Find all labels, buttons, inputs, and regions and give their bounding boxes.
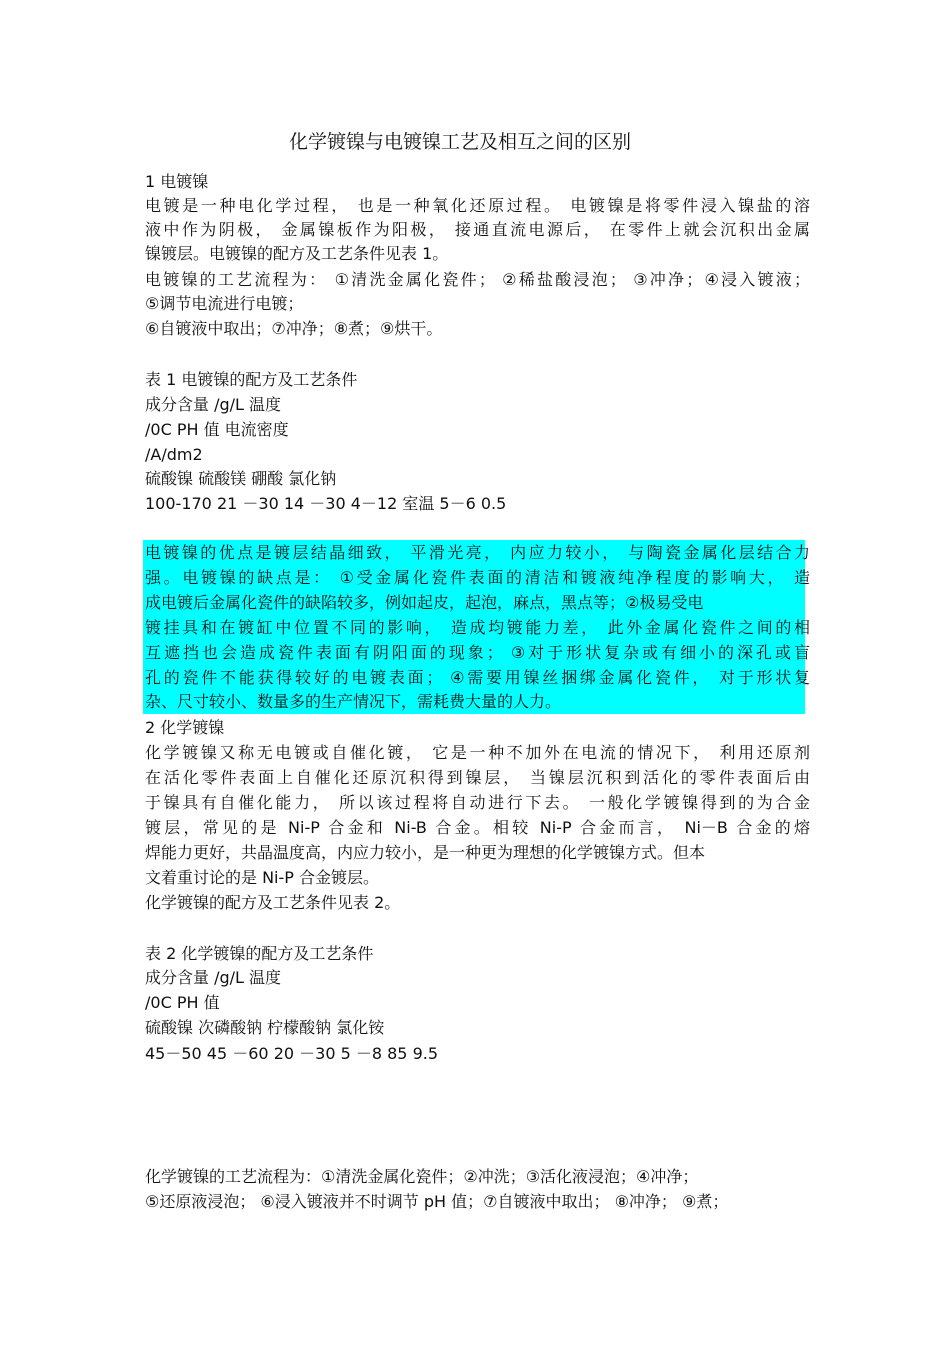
table-1-caption: 表 1 电镀镍的配方及工艺条件 [145,370,358,389]
table-2-header: 成分含量 /g/L 温度 [145,968,282,987]
table-2-components: 硫酸镍 次磷酸钠 柠檬酸钠 氯化铵 [145,1018,385,1037]
table-1-header: 成分含量 /g/L 温度 [145,395,282,414]
process-flow-line: ⑥自镀液中取出；⑦冲净；⑧煮；⑨烘干。 [145,319,443,338]
process-flow-line: ⑤调节电流进行电镀； [145,294,304,313]
highlighted-line: 杂、尺寸较小、数量多的生产情况下，需耗费大量的人力。 [145,692,562,711]
section-heading-electroless: 2 化学镀镍 [145,718,225,737]
table-1-values: 100-170 21 －30 14 －30 4－12 室温 5－6 0.5 [145,494,507,513]
highlighted-line: 强。电镀镍的缺点是： ①受金属化瓷件表面的清洁和镀液纯净程度的影响大， 造 [145,568,810,587]
paragraph-line: 镍镀层。电镀镍的配方及工艺条件见表 1。 [145,244,449,263]
paragraph-line: 在活化零件表面上自催化还原沉积得到镍层， 当镍层沉积到活化的零件表面后由 [145,768,810,787]
paragraph-line: 化学镀镍的配方及工艺条件见表 2。 [145,893,401,912]
paragraph-line: 文着重讨论的是 Ni-P 合金镀层。 [145,868,380,887]
paragraph-line: 于镍具有自催化能力， 所以该过程将自动进行下去。 一般化学镀镍得到的为合金 [145,793,810,812]
paragraph-line: 焊能力更好，共晶温度高，内应力较小，是一种更为理想的化学镀镍方式。但本 [145,843,706,862]
paragraph-line: 液中作为阴极， 金属镍板作为阳极， 接通直流电源后， 在零件上就会沉积出金属 [145,220,810,239]
highlighted-line: 孔的瓷件不能获得较好的电镀表面； ④需要用镍丝捆绑金属化瓷件， 对于形状复 [145,668,810,687]
highlighted-line: 互遮挡也会造成瓷件表面有阴阳面的现象； ③对于形状复杂或有细小的深孔或盲 [145,643,810,662]
highlighted-line: 成电镀后金属化瓷件的缺陷较多，例如起皮，起泡，麻点，黑点等；②极易受电 [145,593,704,612]
paragraph-line: 镀层，常见的是 Ni-P 合金和 Ni-B 合金。相较 Ni-P 合金而言， Ni－B 合金的熔 [145,818,810,837]
table-1-components: 硫酸镍 硫酸镁 硼酸 氯化钠 [145,469,337,488]
highlighted-line: 镀挂具和在镀缸中位置不同的影响， 造成均镀能力差， 此外金属化瓷件之间的相 [145,618,810,637]
process-flow-line: ⑤还原液浸泡； ⑥浸入镀液并不时调节 pH 值；⑦自镀液中取出； ⑧冲净； ⑨煮； [145,1192,729,1211]
process-flow-line: 电镀镍的工艺流程为： ①清洗金属化瓷件； ②稀盐酸浸泡； ③冲净；④浸入镀液； [145,270,810,289]
section-heading-electroplating: 1 电镀镍 [145,172,209,191]
table-2-caption: 表 2 化学镀镍的配方及工艺条件 [145,944,374,963]
table-2-header: /0C PH 值 [145,993,220,1012]
process-flow-line: 化学镀镍的工艺流程为：①清洗金属化瓷件；②冲洗；③活化液浸泡；④冲净； [145,1167,699,1186]
document-title: 化学镀镍与电镀镍工艺及相互之间的区别 [288,131,631,153]
table-1-header: /0C PH 值 电流密度 [145,420,289,439]
table-2-values: 45－50 45 －60 20 －30 5 －8 85 9.5 [145,1044,439,1063]
highlighted-line: 电镀镍的优点是镀层结晶细致， 平滑光亮， 内应力较小， 与陶瓷金属化层结合力 [145,543,810,562]
paragraph-line: 化学镀镍又称无电镀或自催化镀， 它是一种不加外在电流的情况下， 利用还原剂 [145,743,810,762]
paragraph-line: 电镀是一种电化学过程， 也是一种氧化还原过程。 电镀镍是将零件浸入镍盐的溶 [145,196,810,215]
table-1-header: /A/dm2 [145,445,203,464]
